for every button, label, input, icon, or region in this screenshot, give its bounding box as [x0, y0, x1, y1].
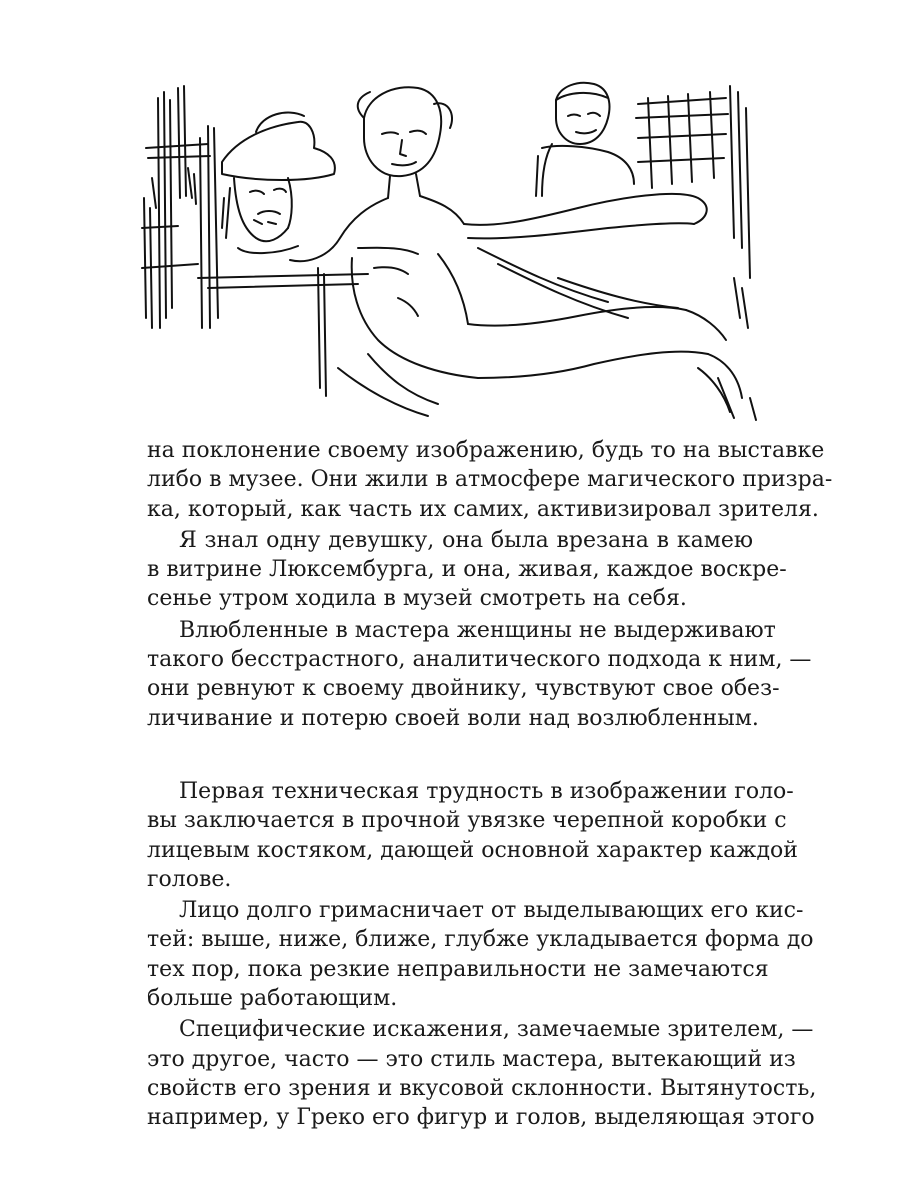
- text-line: это другое, часто — это стиль мастера, вытекающий из: [147, 1046, 796, 1072]
- text-line: лицевым костяком, дающей основной характер каждой: [147, 837, 798, 863]
- text-line: либо в музее. Они жили в атмосфере магического призра-: [147, 467, 833, 493]
- paragraph: [147, 526, 787, 614]
- text-line: Лицо долго гримасничает от выделывающих его кис-: [179, 898, 804, 924]
- text-line: голове.: [147, 866, 232, 892]
- section-gap: [147, 733, 753, 777]
- text-line: Влюбленные в мастера женщины не выдерживают: [179, 617, 776, 643]
- paragraph: [147, 896, 814, 1013]
- text-line: свойств его зрения и вкусовой склонности. Вытянутость,: [147, 1075, 817, 1101]
- text-line: личивание и потерю своей воли над возлюбленным.: [147, 705, 759, 731]
- text-line: они ревнуют к своему двойнику, чувствуют свое обез-: [147, 676, 780, 702]
- text-line: вы заключается в прочной увязке черепной коробки с: [147, 808, 787, 834]
- text-line: например, у Греко его фигур и голов, выделяющая этого: [147, 1105, 815, 1131]
- text-line: ка, который, как часть их самих, активизировал зрителя.: [147, 496, 819, 522]
- text-line: Специфические искажения, замечаемые зрителем, —: [179, 1017, 814, 1043]
- paragraph: [147, 777, 798, 894]
- paragraph: [147, 1015, 817, 1132]
- text-line: такого бесстрастного, аналитического подхода к ним, —: [147, 647, 812, 673]
- text-line: тех пор, пока резкие неправильности не замечаются: [147, 956, 769, 982]
- paragraph: [147, 616, 812, 733]
- pen-drawing-illustration: [138, 78, 764, 424]
- text-line: Я знал одну девушку, она была врезана в камею: [179, 527, 753, 553]
- text-line: сенье утром ходила в музей смотреть на себя.: [147, 586, 687, 612]
- pen-drawing-icon: [138, 78, 764, 424]
- text-line: Первая техническая трудность в изображении голо-: [179, 778, 794, 804]
- text-line: тей: выше, ниже, ближе, глубже укладывается форма до: [147, 927, 814, 953]
- body-text: [147, 436, 833, 1133]
- paragraph: [147, 436, 833, 524]
- text-line: на поклонение своему изображению, будь то на выставке: [147, 438, 825, 463]
- text-line: в витрине Люксембурга, и она, живая, каждое воскре-: [147, 557, 787, 583]
- text-line: больше работающим.: [147, 986, 398, 1012]
